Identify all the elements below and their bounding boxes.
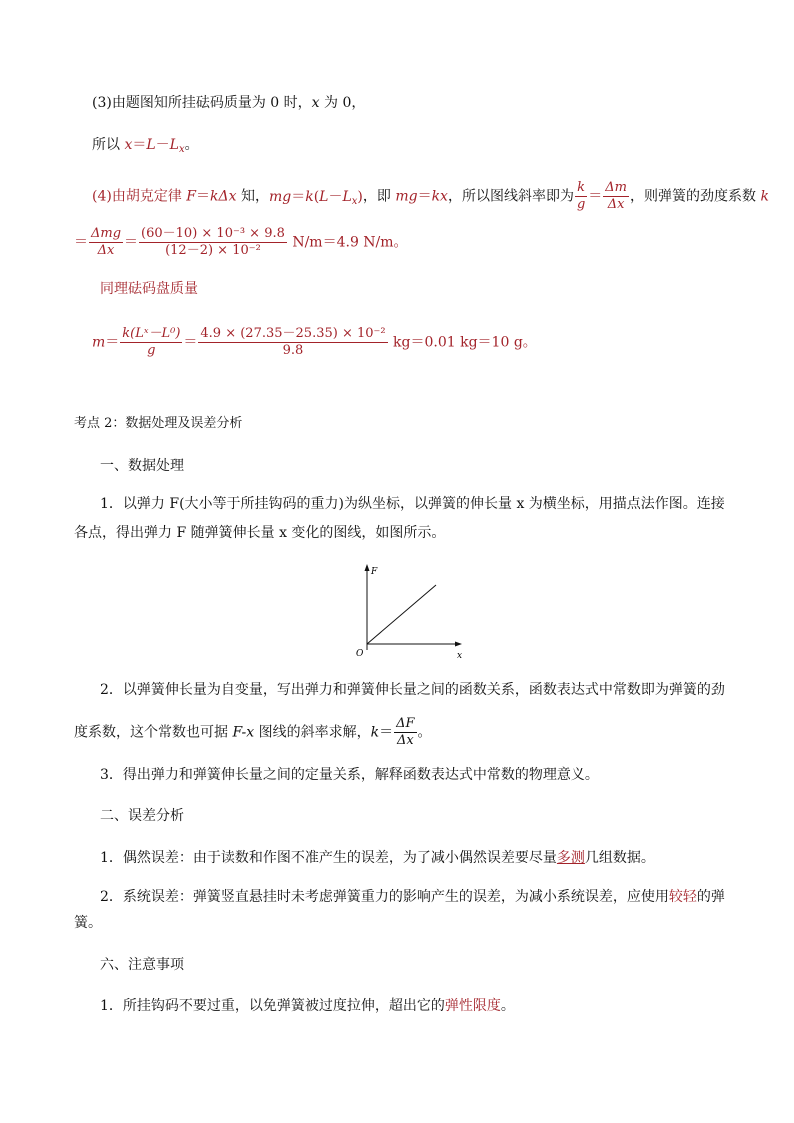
fraction-calc bbox=[139, 226, 287, 259]
paren: ) bbox=[357, 188, 363, 205]
numerator: 4.9 × (27.35－25.35) × 10⁻² bbox=[200, 326, 386, 341]
text: 1．偶然误差：由于读数和作图不准产生的误差，为了减小偶然误差要尽量 bbox=[100, 850, 557, 866]
var-L: L bbox=[169, 137, 179, 153]
var-fx: F-x bbox=[232, 724, 255, 741]
eq: ＝ bbox=[74, 234, 88, 251]
text: 。 bbox=[184, 137, 199, 153]
paren: ( bbox=[313, 188, 320, 205]
error-2-line-2: 簧。 bbox=[74, 915, 102, 931]
denominator: Δx bbox=[607, 197, 625, 212]
x-axis-label: x bbox=[457, 651, 463, 661]
var-x: x bbox=[311, 95, 320, 111]
y-axis-arrow bbox=[365, 564, 370, 571]
var-L: L bbox=[146, 137, 156, 153]
text: 。 bbox=[500, 998, 515, 1014]
var-m: m bbox=[92, 334, 106, 351]
item-1-line-1: 1．以弹力 F(大小等于所挂钩码的重力)为纵坐标，以弹簧的伸长量 x 为横坐标，用描点法作图。连接 bbox=[100, 496, 725, 512]
numerator: k(Lˣ－L⁰) bbox=[122, 326, 181, 341]
text: 2．系统误差：弹簧竖直悬挂时未考虑弹簧重力的影响产生的误差，为减小系统误差，应使用 bbox=[100, 889, 669, 905]
fraction-calc bbox=[198, 326, 387, 359]
numerator: k bbox=[575, 180, 587, 197]
section-heading-kaodian-2: 考点 2：数据处理及误差分析 bbox=[74, 416, 243, 431]
text: 为 0， bbox=[319, 95, 366, 111]
numerator: ΔF bbox=[396, 716, 415, 731]
sub-x: x bbox=[351, 195, 358, 207]
para-5-line-1: 同理砝码盘质量 bbox=[100, 281, 198, 297]
denominator: g bbox=[576, 197, 586, 212]
denominator: g bbox=[147, 343, 156, 358]
subheading-data-processing: 一、数据处理 bbox=[100, 458, 184, 474]
eq: ＝ bbox=[291, 188, 306, 205]
para-4-line-1 bbox=[92, 180, 769, 213]
delta-x: Δx bbox=[218, 188, 237, 205]
minus: － bbox=[328, 188, 343, 205]
fraction-df-over-dx bbox=[394, 716, 416, 749]
highlight: 多测 bbox=[556, 850, 585, 866]
y-axis-label: F bbox=[371, 567, 378, 577]
fraction-k-over-g bbox=[575, 180, 587, 213]
f-x-line bbox=[367, 585, 436, 644]
fraction-dmg-over-dx bbox=[89, 226, 123, 259]
denominator: 9.8 bbox=[282, 343, 304, 358]
para-3-line-2 bbox=[92, 135, 199, 160]
var-F: F bbox=[186, 188, 196, 205]
numerator: (60－10) × 10⁻³ × 9.8 bbox=[141, 226, 285, 241]
result: kg＝0.01 kg＝10 g。 bbox=[388, 334, 537, 351]
numerator: Δmg bbox=[91, 226, 122, 241]
highlight: 弹性限度 bbox=[444, 998, 501, 1014]
eq: ＝ bbox=[132, 137, 147, 153]
var-kx: kx bbox=[431, 188, 448, 205]
item-2-line-2 bbox=[74, 716, 432, 749]
var-k: k bbox=[760, 188, 769, 205]
item-3: 3．得出弹力和弹簧伸长量之间的定量关系，解释函数表达式中常数的物理意义。 bbox=[100, 767, 599, 783]
eq: ＝ bbox=[417, 188, 432, 205]
eq: ＝ bbox=[124, 234, 139, 251]
var-k: k bbox=[305, 188, 314, 205]
text: 1．所挂钩码不要过重，以免弹簧被过度拉伸，超出它的 bbox=[100, 998, 445, 1014]
para-4-line-2 bbox=[74, 226, 408, 259]
note-1 bbox=[100, 996, 515, 1016]
eq: ＝ bbox=[379, 724, 394, 741]
var-k: k bbox=[370, 724, 380, 741]
para-5-line-2 bbox=[92, 326, 537, 359]
text: ，则弹簧的劲度系数 bbox=[630, 188, 761, 205]
error-2-line-1 bbox=[100, 887, 725, 907]
error-1 bbox=[100, 848, 655, 868]
text: ，所以图线斜率即为 bbox=[447, 188, 574, 205]
origin-label: O bbox=[356, 649, 364, 659]
para-3-line-1 bbox=[92, 93, 365, 113]
text: (3)由题图知所挂砝码质量为 0 时， bbox=[92, 95, 312, 111]
eq: ＝ bbox=[588, 188, 603, 205]
fraction-dm-over-dx bbox=[603, 180, 629, 213]
text: 所以 bbox=[92, 137, 125, 153]
var-x: x bbox=[124, 137, 133, 153]
eq: ＝ bbox=[105, 334, 120, 351]
var-k: k bbox=[210, 188, 219, 205]
denominator: Δx bbox=[97, 243, 115, 258]
text: ，即 bbox=[362, 188, 396, 205]
result: N/m＝4.9 N/m。 bbox=[287, 234, 408, 251]
text: 知， bbox=[236, 188, 269, 205]
var-mg: mg bbox=[395, 188, 418, 205]
item-2-line-1: 2．以弹簧伸长量为自变量，写出弹力和弹簧伸长量之间的函数关系，函数表达式中常数即为弹簧的劲 bbox=[100, 682, 725, 698]
denominator: Δx bbox=[396, 733, 414, 748]
text: 几组数据。 bbox=[584, 850, 655, 866]
text: 。 bbox=[417, 724, 432, 741]
subheading-notes: 六、注意事项 bbox=[100, 957, 184, 973]
highlight: 较轻 bbox=[668, 889, 697, 905]
var-L: L bbox=[319, 188, 329, 205]
var-L: L bbox=[342, 188, 352, 205]
x-axis-arrow bbox=[455, 642, 462, 647]
text: (4)由胡克定律 bbox=[92, 188, 187, 205]
text: 的弹 bbox=[696, 889, 725, 905]
text: 图线的斜率求解， bbox=[254, 724, 371, 741]
var-mg: mg bbox=[268, 188, 292, 205]
sub-x: x bbox=[178, 144, 185, 155]
denominator: (12－2) × 10⁻² bbox=[165, 243, 261, 258]
eq: ＝ bbox=[196, 188, 210, 205]
item-1-line-2: 各点，得出弹力 F 随弹簧伸长量 x 变化的图线，如图所示。 bbox=[74, 525, 446, 541]
text: 度系数，这个常数也可据 bbox=[74, 724, 233, 741]
fraction-mass bbox=[120, 326, 182, 359]
subheading-error-analysis: 二、误差分析 bbox=[100, 808, 184, 824]
f-x-graph bbox=[350, 560, 470, 666]
minus: － bbox=[155, 137, 170, 153]
numerator: Δm bbox=[605, 180, 627, 195]
eq: ＝ bbox=[183, 334, 198, 351]
